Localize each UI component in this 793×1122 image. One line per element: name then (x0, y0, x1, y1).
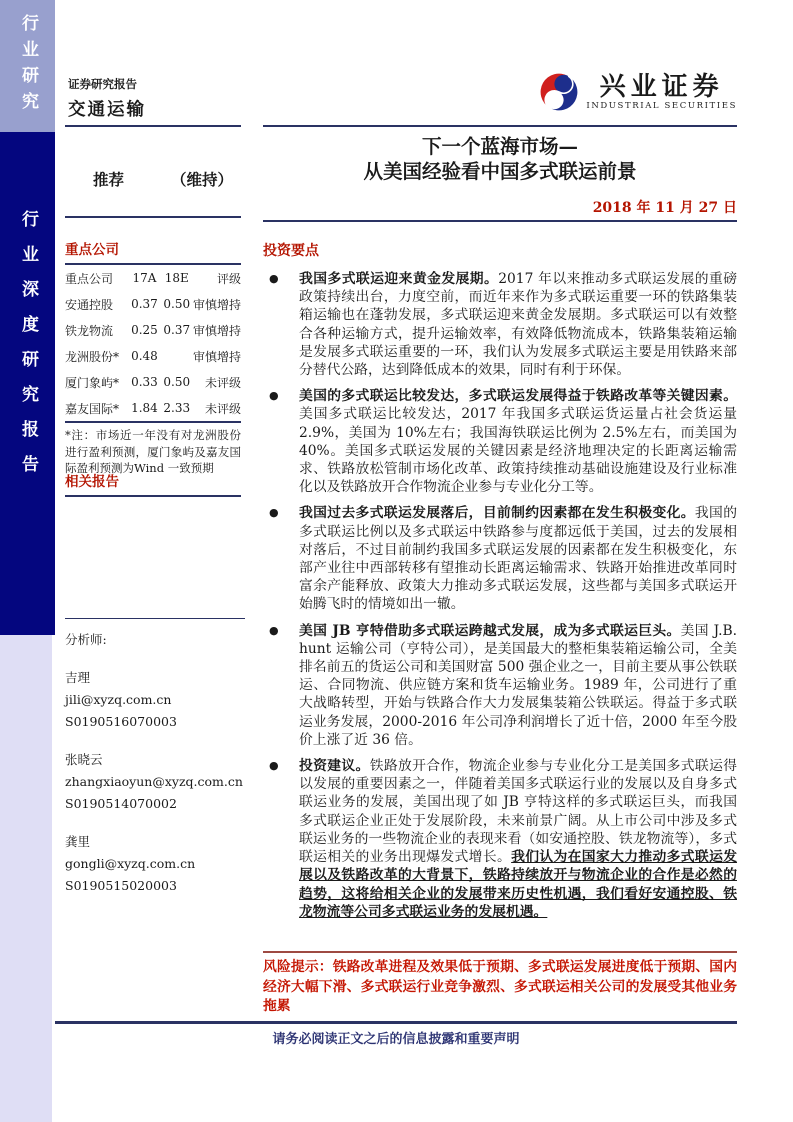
brand-block (530, 72, 737, 112)
analyst-block (65, 667, 245, 733)
cell-company-name: 龙洲股份* (65, 349, 120, 364)
rating-status: （维持） (170, 170, 233, 189)
analyst-block (65, 831, 245, 897)
risk-warning: 风险提示：铁路改革进程及效果低于预期、多式联运发展进度低于预期、国内经济大幅下滑、多式联运行业竞争激烈、多式联运相关公司的发展受其他业务拖累 (263, 951, 737, 1017)
bullet-lead: 我国过去多式联运发展落后，目前制约因素都在发生积极变化。 (299, 505, 695, 522)
related-reports-section (65, 470, 241, 497)
table-row (65, 369, 241, 395)
related-reports-heading: 相关报告 (65, 470, 241, 497)
analyst-email: zhangxiaoyun@xyzq.com.cn (65, 774, 243, 789)
divider (65, 216, 241, 218)
rating-value: 推荐 (93, 170, 125, 189)
report-type-label: 证券研究报告 (68, 77, 137, 91)
footer-divider (55, 1021, 737, 1024)
cell-eps-17a: 0.25 (131, 323, 158, 337)
analysts-section (65, 618, 245, 913)
analyst-block (65, 749, 245, 815)
bullet-item (263, 504, 737, 613)
analyst-name: 张晓云 (65, 752, 103, 767)
table-row (65, 395, 241, 422)
footer-disclaimer: 请务必阅读正文之后的信息披露和重要声明 (272, 1032, 520, 1047)
bullet-lead: 投资建议。 (299, 758, 370, 775)
cell-rating: 审慎增持 (192, 297, 241, 312)
bullet-emphasis: 我们认为在国家大力推动多式联运发展以及铁路改革的大背景下，铁路持续放开与物流企业的合作是必然的趋势，这将给相关企业的发展带来历史性机遇，我们看好安通控股、铁龙物流等公司多式联运业务的发展机遇。 (299, 849, 738, 920)
bullet-item (263, 757, 737, 921)
analyst-name: 吉理 (65, 670, 91, 685)
bullet-marker-icon: ● (269, 506, 279, 520)
column-header-18e: 18E (164, 271, 189, 285)
column-header-name: 重点公司 (65, 271, 114, 286)
divider (263, 220, 737, 222)
bullet-text (299, 387, 737, 496)
bullet-body: 我国的多式联运比例以及多式联运中铁路参与度都远低于美国，过去的发展相对落后，不过目前制约我国多式联运发展的因素都在发生积极变化，东部产业往中西部转移有望推动长距离运输需求、铁路开始推进改革同时富余产能释放、政策大力推动多式联运发展，这些都与美国多式联运开始腾飞时的情境如出一辙。 (299, 505, 737, 613)
analyst-license: S0190515020003 (65, 878, 177, 893)
divider (263, 125, 737, 127)
bullet-body: 美国 J.B. hunt 运输公司（亨特公司），是美国最大的整柜集装箱运输公司，全美排名前五的货运公司和美国财富 500 强企业之一，目前主要从事公铁联运、合同物流、供应链方案和货车运输业务。1989 年，公司进行了重大战略转型，开始与铁路合作大力发展集装箱公铁联运。得益于多式联运业务发展，2000-2016 年公司净利润增长了近十倍，2000 年至今股价上涨了近 36 倍。 (299, 622, 737, 748)
column-header-17a: 17A (132, 271, 157, 285)
report-title-line1: 下一个蓝海市场— (421, 135, 578, 158)
bullet-marker-icon: ● (269, 389, 279, 403)
cell-eps-18e: 2.33 (163, 401, 191, 415)
cell-eps-18e: 0.50 (163, 375, 191, 389)
analyst-license: S0190516070003 (65, 714, 177, 729)
cell-rating: 审慎增持 (192, 323, 241, 338)
investment-summary-section (263, 240, 737, 929)
rating-row (65, 168, 241, 190)
key-companies-heading: 重点公司 (65, 242, 119, 258)
cell-company-name: 安通控股 (65, 297, 114, 312)
analysts-label: 分析师: (65, 632, 107, 647)
cell-eps-18e (161, 343, 193, 369)
analyst-email: gongli@xyzq.com.cn (65, 856, 196, 871)
cell-company-name: 铁龙物流 (65, 323, 114, 338)
cell-company-name: 厦门象屿* (65, 375, 120, 390)
table-row (65, 291, 241, 317)
cell-eps-18e: 0.37 (163, 323, 191, 337)
brand-name-cn: 兴业证券 (599, 72, 724, 102)
cell-rating: 未评级 (204, 375, 241, 390)
cell-eps-17a: 0.37 (131, 297, 158, 311)
bullet-item (263, 387, 737, 496)
bullet-text (299, 504, 737, 613)
cell-rating: 审慎增持 (192, 349, 241, 364)
report-title-line2: 从美国经验看中国多式联运前景 (363, 160, 637, 183)
sidebar-top-label: 行业研究 (18, 14, 38, 118)
sidebar-industry-research-band (0, 0, 55, 132)
cell-rating: 未评级 (204, 401, 241, 416)
cell-company-name: 嘉友国际* (65, 401, 120, 416)
report-date: 2018 年 11 月 27 日 (592, 200, 737, 216)
cell-eps-17a: 1.84 (131, 401, 158, 415)
bullet-body: 美国多式联运比较发达，2017 年我国多式联运货运量占社会货运量 2.9%，美国为 10%左右；我国海铁联运比例为 2.5%左右，而美国为 40%。美国多式联运发展的关键因素是经济地理决定的长距离运输需求、铁路放松管制市场化改革、政策持续推动基础设施建设及行业标准化以及铁路放开合作物流企业参与专业化分工等。 (299, 406, 737, 496)
sidebar-bottom-strip (0, 635, 52, 1122)
bullet-lead: 我国多式联运迎来黄金发展期。 (299, 271, 499, 287)
bullet-lead: 美国的多式联运比较发达，多式联运发展得益于铁路改革等关键因素。 (299, 388, 737, 405)
bullet-lead: 美国 JB 亨特借助多式联运跨越式发展，成为多式联运巨头。 (299, 622, 681, 639)
table-footnote: *注：市场近一年没有对龙洲股份进行盈利预测，厦门象屿及嘉友国际盈利预测为Wind 一致预期 (65, 428, 241, 475)
divider (65, 125, 241, 127)
bullet-body: 铁路放开合作，物流企业参与专业化分工是美国多式联运得以发展的重要因素之一，伴随着美国多式联运行业的发展以及自身多式联运业务的发展，美国出现了如 JB 亨特这样的多式联运巨头，而我国多式联运企业正处于发展阶段，未来前景广阔。从上市公司中涉及多式联运业务的一些物流企业的表现来看（如安通控股、铁龙物流等），多式联运相关的业务出现爆发式增长。 (299, 758, 738, 866)
sidebar-mid-label: 行业深度研究报告 (18, 210, 38, 490)
analyst-name: 龚里 (65, 834, 91, 849)
bullet-marker-icon: ● (269, 272, 279, 285)
sidebar-industry-deep-report-band (0, 132, 55, 635)
cell-eps-17a: 0.33 (131, 375, 158, 389)
key-companies-section (65, 238, 241, 477)
brand-logo-icon (539, 72, 579, 112)
bullet-text (299, 757, 737, 921)
column-header-rating: 评级 (216, 271, 241, 286)
analyst-email: jili@xyzq.com.cn (65, 692, 172, 707)
cell-eps-17a: 0.48 (131, 349, 158, 363)
analyst-license: S0190514070002 (65, 796, 177, 811)
industry-label: 交通运输 (68, 100, 146, 120)
bullet-item (263, 270, 737, 379)
bullet-body: 2017 年以来推动多式联运发展的重磅政策持续出台，力度空前，而近年来作为多式联运重要一环的铁路集装箱运输也在蓬勃发展，多式联运迎来黄金发展期。多式联运可以有效整合各种运输方式，提升运输效率，有效降低物流成本，铁路集装箱运输是发展多式联运重要的一环，我们认为发展多式联运主要是用铁路来部分替代公路，达到降低成本的效果，同时有利于环保。 (299, 271, 737, 379)
table-row (65, 343, 241, 369)
key-companies-table (65, 263, 241, 423)
bullet-item (263, 622, 737, 749)
summary-heading: 投资要点 (263, 243, 319, 259)
table-header-row (65, 264, 241, 291)
report-title (263, 134, 737, 184)
bullet-marker-icon: ● (269, 759, 279, 773)
table-row (65, 317, 241, 343)
bullet-marker-icon: ● (269, 623, 279, 637)
bullet-text (299, 622, 737, 749)
brand-name-en: INDUSTRIAL SECURITIES (586, 101, 737, 111)
cell-eps-18e: 0.50 (163, 297, 191, 311)
bullet-text (299, 270, 737, 379)
